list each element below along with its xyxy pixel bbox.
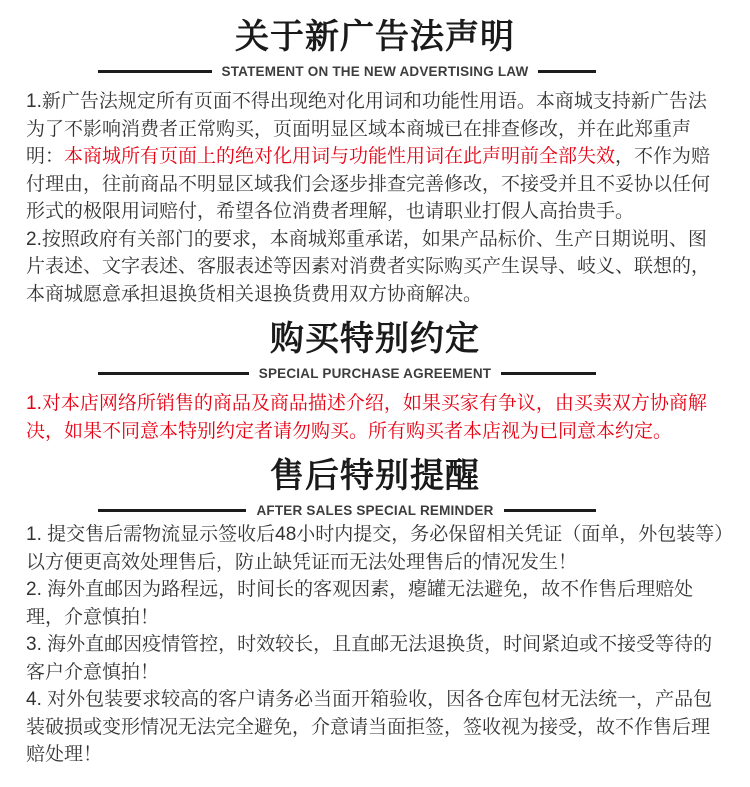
- advertising-law-subtitle: STATEMENT ON THE NEW ADVERTISING LAW: [212, 62, 539, 82]
- purchase-agreement-paragraph: 1.对本店网络所销售的商品及商品描述介绍，如果买家有争议，由买卖双方协商解决，如果不同意本特别约定者请勿购买。所有购买者本店视为已同意本约定。: [26, 393, 707, 442]
- statement-paragraph-1: [26, 88, 724, 226]
- after-sales-subtitle-row: [26, 501, 724, 521]
- statement-paragraph-1-text: 1.新广告法规定所有页面不得出现绝对化用词和功能性用语。本商城支持新广告法为了不影响消费者正常购买，页面明显区域本商城已在排查修改，并在此郑重声明：: [26, 91, 707, 167]
- purchase-agreement-subtitle: SPECIAL PURCHASE AGREEMENT: [249, 364, 501, 384]
- after-sales-paragraph-4: 4. 对外包装要求较高的客户请务必当面开箱验收，因各仓库包材无法统一，产品包装破损或变形情况无法完全避免，介意请当面拒签，签收视为接受，故不作售后理赔处理！: [26, 689, 713, 765]
- purchase-agreement-title: 购买特别约定: [270, 320, 480, 358]
- after-sales-subtitle: AFTER SALES SPECIAL REMINDER: [246, 501, 503, 521]
- section-after-sales: [26, 453, 724, 769]
- statement-paragraph-1-text-end: ，不作为赔付理由，往前商品不明显区域我们会逐步排查完善修改，不接受并且不妥协以任何形式的极限用词赔付，希望各位消费者理解，也请职业打假人高抬贵手。: [26, 146, 711, 222]
- advertising-law-title: 关于新广告法声明: [235, 18, 515, 56]
- after-sales-paragraph-3: 3. 海外直邮因疫情管控，时效较长，且直邮无法退换货，时间紧迫或不接受等待的客户介意慎拍！: [26, 634, 713, 683]
- purchase-agreement-subtitle-row: [26, 364, 724, 384]
- after-sales-paragraph-2: 2. 海外直邮因为路程远，时间长的客观因素，瘪罐无法避免，故不作售后理赔处理，介意慎拍！: [26, 579, 694, 628]
- advertising-law-subtitle-row: [26, 62, 724, 82]
- after-sales-paragraph-1: 1. 提交售后需物流显示签收后48小时内提交，务必保留相关凭证（面单，外包装等）以方便更高效处理售后，防止缺凭证而无法处理售后的情况发生！: [26, 524, 724, 573]
- statement-paragraph-2: 2.按照政府有关部门的要求，本商城郑重承诺，如果产品标价、生产日期说明、图片表述、文字表述、客服表述等因素对消费者实际购买产生误导、岐义、联想的，本商城愿意承担退换货相关退换货费用双方协商解决。: [26, 228, 711, 305]
- section-purchase-agreement: [26, 316, 724, 445]
- section-advertising-law: [26, 14, 724, 308]
- statement-paragraph-1-red-text: 本商城所有页面上的绝对化用词与功能性用词在此声明前全部失效: [64, 146, 616, 167]
- after-sales-title: 售后特别提醒: [270, 457, 480, 495]
